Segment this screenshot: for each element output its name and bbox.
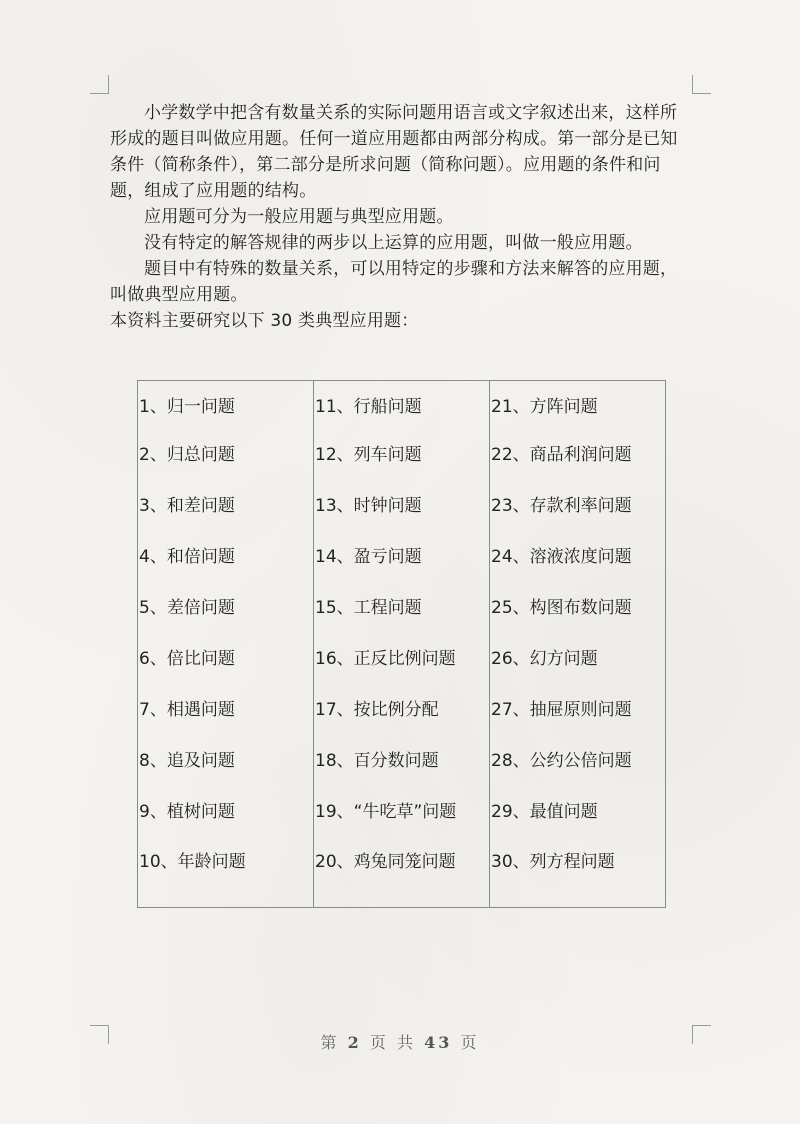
table-row xyxy=(138,631,666,682)
topic-cell: 15、工程问题 xyxy=(314,580,490,631)
topic-cell: 12、列车问题 xyxy=(314,427,490,478)
table-row xyxy=(138,427,666,478)
topic-cell: 18、百分数问题 xyxy=(314,733,490,784)
topic-cell: 2、归总问题 xyxy=(138,427,314,478)
intro-line: 本资料主要研究以下 30 类典型应用题： xyxy=(110,311,419,331)
table-row xyxy=(138,733,666,784)
topic-cell: 20、鸡兔同笼问题 xyxy=(314,835,490,908)
topic-cell: 21、方阵问题 xyxy=(490,381,666,428)
topic-cell: 26、幻方问题 xyxy=(490,631,666,682)
topic-cell: 13、时钟问题 xyxy=(314,478,490,529)
paragraph-typical: 题目中有特殊的数量关系，可以用特定的步骤和方法来解答的应用题，叫做典型应用题。 xyxy=(110,259,678,305)
topic-cell: 27、抽屉原则问题 xyxy=(490,682,666,733)
topic-cell: 16、正反比例问题 xyxy=(314,631,490,682)
table-row xyxy=(138,478,666,529)
table-row xyxy=(138,529,666,580)
table-row xyxy=(138,784,666,835)
topic-cell: 11、行船问题 xyxy=(314,381,490,428)
footer-prefix: 第 xyxy=(320,1033,340,1052)
table-row xyxy=(138,381,666,428)
topic-cell: 28、公约公倍问题 xyxy=(490,733,666,784)
footer-page-number: 2 xyxy=(347,1033,362,1052)
body-text xyxy=(110,100,694,334)
paragraph-general: 没有特定的解答规律的两步以上运算的应用题，叫做一般应用题。 xyxy=(144,233,643,253)
topic-cell: 3、和差问题 xyxy=(138,478,314,529)
topic-cell: 9、植树问题 xyxy=(138,784,314,835)
footer-suffix: 页 xyxy=(460,1033,480,1052)
topic-cell: 5、差倍问题 xyxy=(138,580,314,631)
topic-cell: 7、相遇问题 xyxy=(138,682,314,733)
topic-cell: 29、最值问题 xyxy=(490,784,666,835)
page-footer xyxy=(0,1030,800,1053)
topic-cell: 14、盈亏问题 xyxy=(314,529,490,580)
topic-cell: 19、“牛吃草”问题 xyxy=(314,784,490,835)
footer-total-pages: 43 xyxy=(424,1033,453,1052)
topic-cell: 6、倍比问题 xyxy=(138,631,314,682)
paragraph-classification: 应用题可分为一般应用题与典型应用题。 xyxy=(144,207,454,227)
table-row xyxy=(138,682,666,733)
topic-cell: 24、溶液浓度问题 xyxy=(490,529,666,580)
crop-mark-top-right xyxy=(692,75,711,94)
topic-cell: 1、归一问题 xyxy=(138,381,314,428)
topic-cell: 30、列方程问题 xyxy=(490,835,666,908)
topic-cell: 23、存款利率问题 xyxy=(490,478,666,529)
topic-cell: 10、年龄问题 xyxy=(138,835,314,908)
topic-cell: 8、追及问题 xyxy=(138,733,314,784)
paragraph-definition: 小学数学中把含有数量关系的实际问题用语言或文字叙述出来，这样所形成的题目叫做应用题。任何一道应用题都由两部分构成。第一部分是已知条件（简称条件），第二部分是所求问题（简称问题）。应用题的条件和问题，组成了应用题的结构。 xyxy=(110,103,678,201)
topic-cell: 22、商品利润问题 xyxy=(490,427,666,478)
footer-middle: 页 共 xyxy=(369,1033,416,1052)
topic-cell: 25、构图布数问题 xyxy=(490,580,666,631)
table-row xyxy=(138,835,666,908)
topics-table xyxy=(137,380,666,908)
topic-cell: 4、和倍问题 xyxy=(138,529,314,580)
topic-cell: 17、按比例分配 xyxy=(314,682,490,733)
crop-mark-top-left xyxy=(90,75,109,94)
table-row xyxy=(138,580,666,631)
